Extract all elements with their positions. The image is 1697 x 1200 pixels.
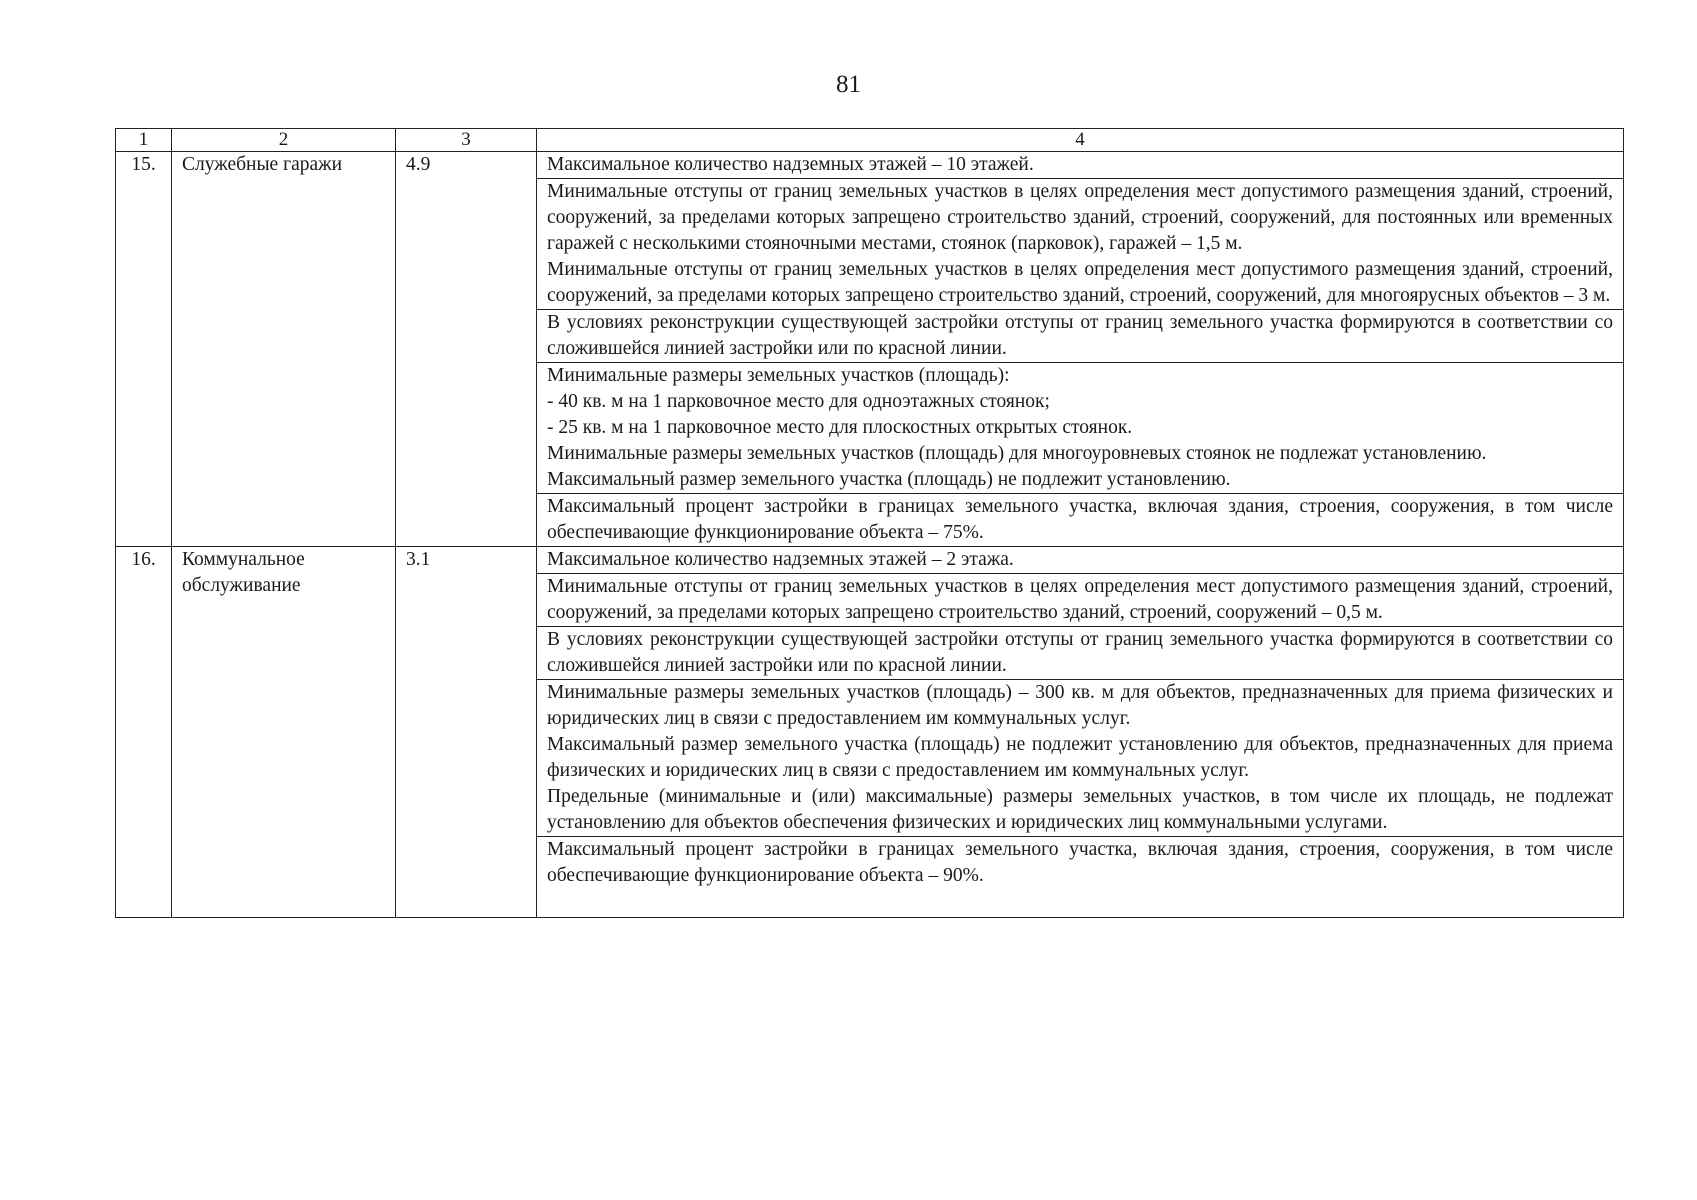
column-number-4: 4: [537, 129, 1624, 152]
column-number-2: 2: [172, 129, 396, 152]
table-row: [116, 547, 1624, 574]
parameter-text: В условиях реконструкции существующей застройки отступы от границ земельного участка формируются в соответствии со сложившейся линией застройки или по красной линии.: [537, 310, 1624, 363]
parameter-text: Минимальные размеры земельных участков (площадь): - 40 кв. м на 1 парковочное место для одноэтажных стоянок; - 25 кв. м на 1 парковочное место для плоскостных открытых стоянок. Минимальные размеры земельных участков (площадь) для многоуровневых стоянок не подлежат установлению. Максимальный размер земельного участка (площадь) не подлежит установлению.: [537, 363, 1624, 494]
parameter-text: Максимальное количество надземных этажей – 10 этажей.: [537, 152, 1624, 179]
table-row: [116, 152, 1624, 179]
parameter-text: Максимальное количество надземных этажей – 2 этажа.: [537, 547, 1624, 574]
row-number: 15.: [116, 152, 172, 547]
row-number: 16.: [116, 547, 172, 918]
parameter-text: Максимальный процент застройки в границах земельного участка, включая здания, строения, сооружения, в том числе обеспечивающие функционирование объекта – 90%.: [537, 837, 1624, 918]
parameter-text: Максимальный процент застройки в границах земельного участка, включая здания, строения, сооружения, в том числе обеспечивающие функционирование объекта – 75%.: [537, 494, 1624, 547]
parameter-text: В условиях реконструкции существующей застройки отступы от границ земельного участка формируются в соответствии со сложившейся линией застройки или по красной линии.: [537, 627, 1624, 680]
parameter-text: Минимальные размеры земельных участков (площадь) – 300 кв. м для объектов, предназначенных для приема физических и юридических лиц в связи с предоставлением им коммунальных услуг. Максимальный размер земельного участка (площадь) не подлежит установлению для объектов, предназначенных для приема физических и юридических лиц в связи с предоставлением им коммунальных услуг. Предельные (минимальные и (или) максимальные) размеры земельных участков, в том числе их площадь, не подлежат установлению для объектов обеспечения физических и юридических лиц коммунальными услугами.: [537, 680, 1624, 837]
land-use-name: Служебные гаражи: [172, 152, 396, 547]
land-use-name: Коммунальное обслуживание: [172, 547, 396, 918]
column-number-3: 3: [396, 129, 537, 152]
column-number-1: 1: [116, 129, 172, 152]
page-number: 81: [836, 71, 861, 98]
land-use-code: 4.9: [396, 152, 537, 547]
regulations-table: [115, 128, 1624, 918]
land-use-code: 3.1: [396, 547, 537, 918]
parameter-text: Минимальные отступы от границ земельных участков в целях определения мест допустимого размещения зданий, строений, сооружений, за пределами которых запрещено строительство зданий, строений, сооружений, для постоянных или временных гаражей с несколькими стояночными местами, стоянок (парковок), гаражей – 1,5 м. Минимальные отступы от границ земельных участков в целях определения мест допустимого размещения зданий, строений, сооружений, за пределами которых запрещено строительство зданий, строений, сооружений, для многоярусных объектов – 3 м.: [537, 179, 1624, 310]
parameter-text: Минимальные отступы от границ земельных участков в целях определения мест допустимого размещения зданий, строений, сооружений, за пределами которых запрещено строительство зданий, строений, сооружений – 0,5 м.: [537, 574, 1624, 627]
column-number-row: [116, 129, 1624, 152]
